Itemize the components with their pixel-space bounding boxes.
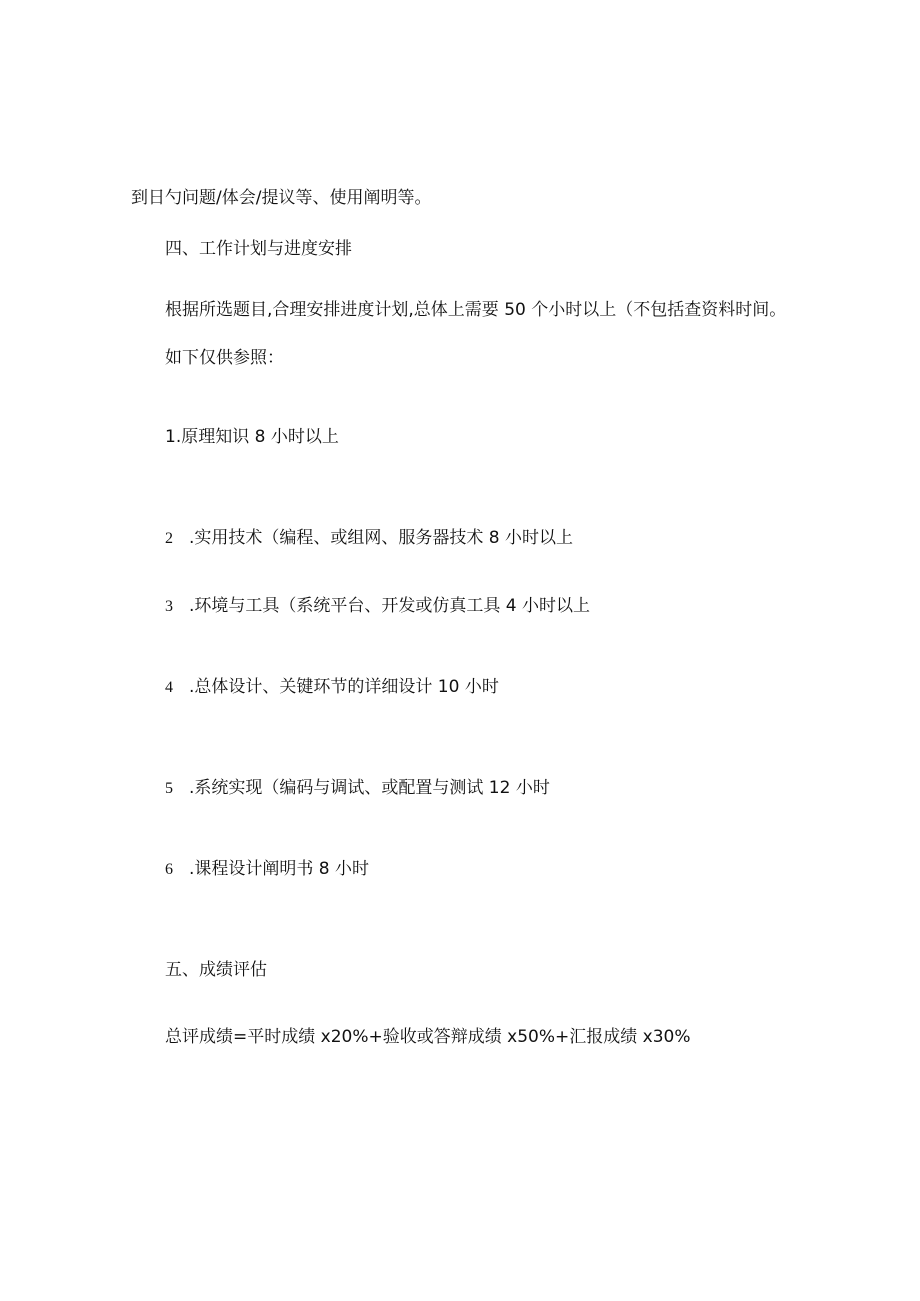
continuation-text: 到日勺问题/体会/提议等、使用阐明等。 [131,188,432,208]
plan-item [165,858,369,881]
plan-item [165,595,590,618]
plan-item-number: 3 [165,598,173,615]
plan-item-number: 5 [165,780,173,797]
plan-item [165,777,550,800]
section-4-intro: 根据所选题目,合理安排进度计划,总体上需要 50 个小时以上（不包括查资料时间。 [165,300,787,320]
section-5-heading: 五、成绩评估 [165,960,267,980]
grading-formula: 总评成绩=平时成绩 x20%+验收或答辩成绩 x50%+汇报成绩 x30% [165,1027,691,1047]
plan-item [165,426,339,448]
plan-item-text: .系统实现（编码与调试、或配置与测试 12 小时 [189,778,550,798]
plan-item-number: 6 [165,861,173,878]
plan-item [165,676,499,699]
plan-item-text: .课程设计阐明书 8 小时 [189,859,370,879]
section-4-heading: 四、工作计划与进度安排 [165,239,352,259]
plan-item-number: 4 [165,679,173,696]
plan-item-text: 1.原理知识 8 小时以上 [165,427,339,447]
plan-item [165,527,573,550]
plan-item-number: 2 [165,530,173,547]
plan-item-text: .总体设计、关键环节的详细设计 10 小时 [189,677,499,697]
section-4-reference-note: 如下仅供参照： [165,348,284,368]
plan-item-text: .环境与工具（系统平台、开发或仿真工具 4 小时以上 [189,596,591,616]
plan-item-text: .实用技术（编程、或组网、服务器技术 8 小时以上 [189,528,574,548]
